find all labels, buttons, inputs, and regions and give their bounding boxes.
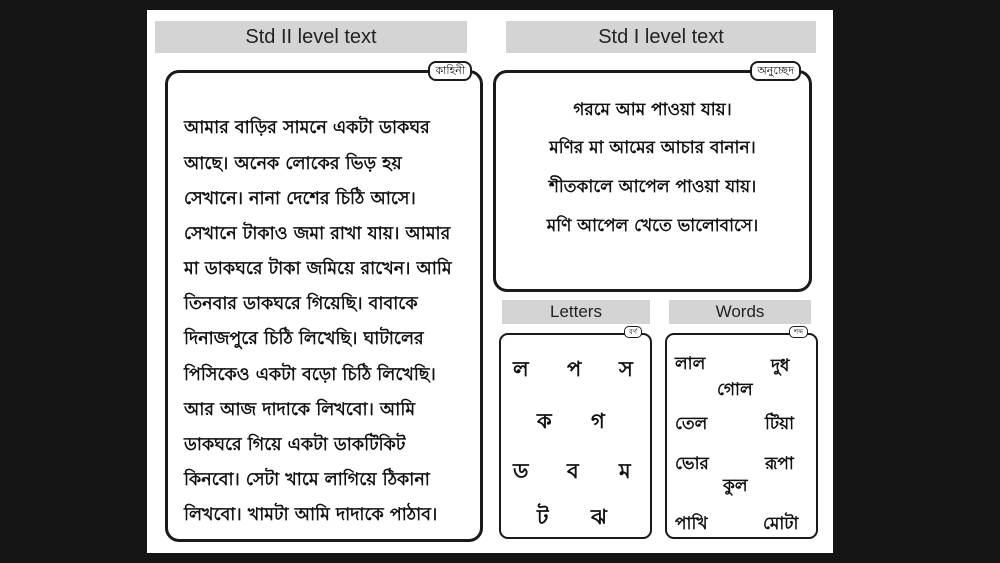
word: তেল — [675, 414, 708, 434]
story-line: আর আজ দাদাকে লিখবো। আমি — [184, 400, 416, 420]
letters-header: Letters — [502, 300, 650, 324]
story-line: মা ডাকঘরে টাকা জমিয়ে রাখেন। আমি — [184, 259, 452, 279]
word: গোল — [717, 380, 753, 400]
paragraph-line: শীতকালে আপেল পাওয়া যায়। — [548, 177, 757, 197]
story-line: ডাকঘরে গিয়ে একটা ডাকটিকিট — [184, 435, 406, 455]
paragraph-tag: অনুচ্ছেদ — [750, 61, 801, 81]
paragraph-line: মণি আপেল খেতে ভালোবাসে। — [546, 216, 759, 236]
story-line: লিখবো। খামটা আমি দাদাকে পাঠাব। — [184, 505, 438, 525]
word: কুল — [723, 476, 748, 496]
letter: প — [567, 357, 582, 381]
std1-header: Std I level text — [506, 21, 816, 53]
letters-box — [499, 328, 652, 539]
story-line: সেখানে। নানা দেশের চিঠি আসে। — [184, 189, 416, 209]
paragraph-line: মণির মা আমের আচার বানান। — [549, 138, 756, 158]
letter: ক — [537, 409, 552, 433]
words-header: Words — [669, 300, 811, 324]
word: লাল — [675, 354, 706, 374]
story-line: তিনবার ডাকঘরে গিয়েছি। বাবাকে — [184, 294, 418, 314]
letter: ট — [537, 505, 549, 529]
words-box — [665, 328, 818, 539]
word: পাখি — [675, 514, 708, 534]
letter: ম — [619, 459, 631, 483]
letter: স — [619, 357, 633, 381]
letter: ল — [513, 357, 529, 381]
story-line: কিনবো। সেটা খামে লাগিয়ে ঠিকানা — [184, 470, 430, 490]
letter: ব — [567, 459, 579, 483]
story-box — [165, 64, 483, 542]
letters-tag: বর্ণ — [624, 326, 642, 338]
story-line: আমার বাড়ির সামনে একটা ডাকঘর — [184, 118, 430, 138]
story-line: আছে। অনেক লোকের ভিড় হয় — [184, 154, 402, 174]
worksheet — [147, 10, 833, 553]
word: টিয়া — [765, 414, 795, 434]
word: দুধ — [771, 356, 790, 376]
letter: ড — [513, 459, 529, 483]
paragraph-box — [493, 64, 812, 292]
word: রূপা — [765, 454, 794, 474]
story-line: সেখানে টাকাও জমা রাখা যায়। আমার — [184, 224, 451, 244]
words-tag: শব্দ — [789, 326, 808, 338]
word: মোটা — [763, 514, 799, 534]
letter: ঝ — [591, 505, 607, 529]
story-line: দিনাজপুরে চিঠি লিখেছি। ঘাটালের — [184, 329, 424, 349]
std2-header: Std II level text — [155, 21, 467, 53]
story-line: পিসিকেও একটা বড়ো চিঠি লিখেছি। — [184, 365, 436, 385]
letter: গ — [591, 409, 605, 433]
paragraph-line: গরমে আম পাওয়া যায়। — [573, 100, 732, 120]
story-tag: কাহিনী — [428, 61, 472, 81]
word: ভোর — [675, 454, 709, 474]
